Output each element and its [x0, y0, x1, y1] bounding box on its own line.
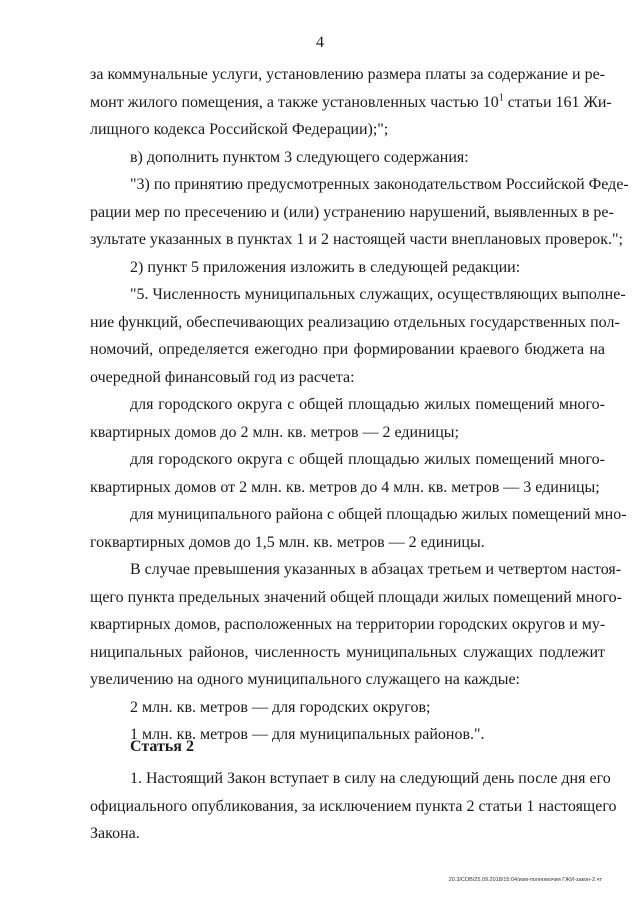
footer-document-code: 20.3/СОВ/25.09.2018/15:04/изм-полномочия ГЖИ-закон-2.чт [448, 877, 602, 883]
superscript: 1 [498, 92, 504, 104]
text-line: увеличению на одного муниципального служащего на каждые: [90, 671, 520, 688]
text-line: для муниципального района с общей площадью жилых помещений мно- [130, 506, 627, 523]
article-heading: Статья 2 [130, 738, 194, 755]
text-line: "5. Численность муниципальных служащих, осуществляющих выполне- [130, 286, 626, 303]
text-line: за коммунальные услуги, установлению размера платы за содержание и ре- [90, 66, 605, 83]
text-line: гоквартирных домов до 1,5 млн. кв. метров — 2 единицы. [90, 533, 485, 551]
text-line: рации мер по пресечению и (или) устранению нарушений, выявленных в ре- [90, 203, 614, 221]
text-line: "3) по принятию предусмотренных законодательством Российской Феде- [130, 176, 629, 193]
text-line: официального опубликования, за исключением пункта 2 статьи 1 настоящего [90, 797, 617, 815]
text-line: номочий, определяется ежегодно при формировании краевого бюджета на [90, 341, 605, 358]
text-line: 2) пункт 5 приложения изложить в следующей редакции: [130, 258, 521, 276]
text-line: квартирных домов, расположенных на территории городских округов и му- [90, 616, 606, 633]
text-line: в) дополнить пунктом 3 следующего содержания: [130, 148, 469, 166]
text-line: монт жилого помещения, а также установленных частью $10^1$ статьи 161 Жи- [90, 92, 612, 111]
text-line: 2 млн. кв. метров — для городских округов; [130, 698, 431, 716]
text-line: 1 млн. кв. метров — для муниципальных районов.". [130, 726, 485, 743]
text-line: Закона. [90, 825, 140, 842]
article-2-body [90, 765, 617, 848]
text-line: квартирных домов до 2 млн. кв. метров — 2 единицы; [90, 423, 459, 441]
text-line: лищного кодекса Российской Федерации);"; [90, 121, 389, 138]
text-line: В случае превышения указанных в абзацах третьем и четвертом настоя- [130, 561, 622, 578]
text-line: ниципальных районов, численность муниципальных служащих подлежит [90, 643, 605, 661]
text-line: ние функций, обеспечивающих реализацию отдельных государственных пол- [90, 313, 620, 331]
document-body [90, 61, 629, 749]
text-line: щего пункта предельных значений общей площади жилых помещений много- [90, 588, 622, 606]
text-line: для городского округа с общей площадью жилых помещений много- [130, 451, 605, 468]
text-line: квартирных домов от 2 млн. кв. метров до 4 млн. кв. метров — 3 единицы; [90, 478, 600, 496]
page-number: 4 [316, 34, 324, 51]
text-line: зультате указанных в пунктах 1 и 2 настоящей части внеплановых проверок."; [90, 231, 623, 248]
text-line: 1. Настоящий Закон вступает в силу на следующий день после дня его [130, 770, 611, 787]
text-line: для городского округа с общей площадью жилых помещений много- [130, 396, 605, 413]
text-line: очередной финансовый год из расчета: [90, 368, 355, 386]
